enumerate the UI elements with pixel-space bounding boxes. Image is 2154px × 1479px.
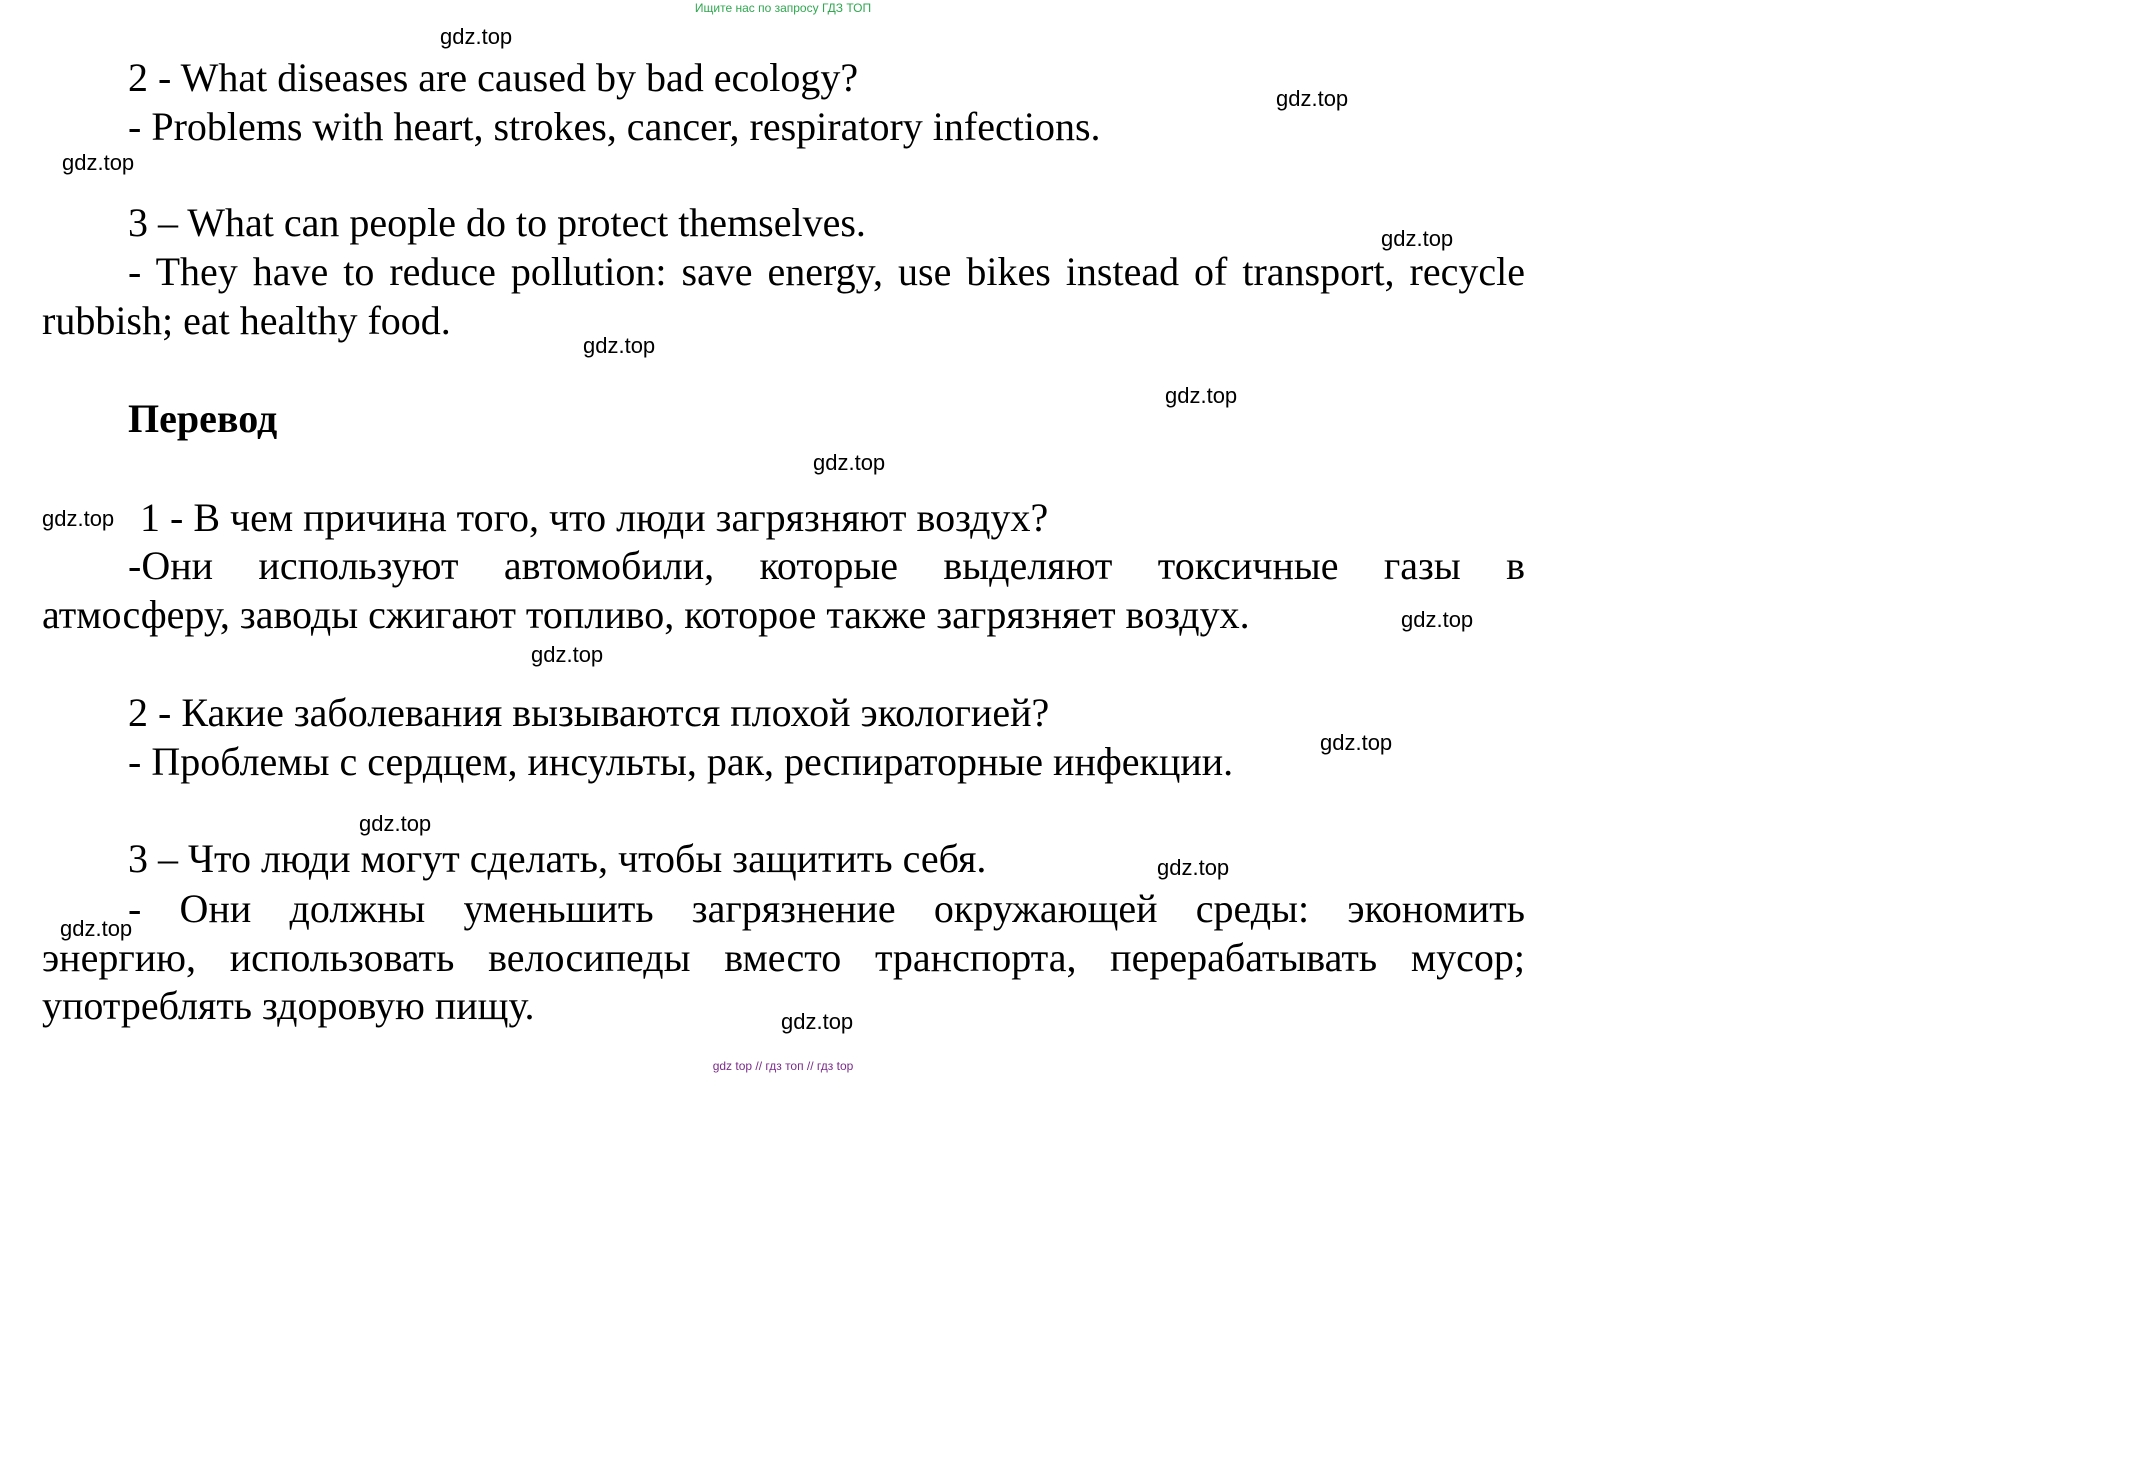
watermark: gdz.top [62,150,135,175]
watermark: gdz.top [1276,86,1349,111]
watermark: gdz.top [1381,226,1454,251]
watermark: gdz.top [583,333,656,358]
watermark: gdz.top [1401,607,1474,632]
english-answer-2: - Problems with heart, strokes, cancer, respiratory infections. [128,104,1101,149]
translation-answer-2: - Проблемы с сердцем, инсульты, рак, респираторные инфекции. [128,739,1234,784]
watermark: gdz.top [1157,855,1230,880]
english-answer-3-line-2: rubbish; eat healthy food. [42,298,451,343]
watermark: gdz.top [1320,730,1393,755]
english-question-2: 2 - What diseases are caused by bad ecology? [128,55,859,100]
top-banner-text: Ищите нас по запросу ГДЗ ТОП [694,1,872,15]
watermark: gdz.top [440,24,513,49]
translation-answer-1-line-1: -Они используют автомобили, которые выделяют токсичные газы в [128,543,1525,588]
watermark: gdz.top [60,916,133,941]
translation-question-2: 2 - Какие заболевания вызываются плохой экологией? [128,690,1050,735]
watermark: gdz.top [531,642,604,667]
english-answer-3-line-1: - They have to reduce pollution: save energy, use bikes instead of transport, recycle [128,249,1525,294]
english-question-3: 3 – What can people do to protect themselves. [128,200,866,245]
bottom-banner [0,1059,1566,1073]
top-banner [0,1,1566,15]
watermark: gdz.top [1165,383,1238,408]
watermark: gdz.top [359,811,432,836]
translation-answer-3-line-2: энергию, использовать велосипеды вместо транспорта, перерабатывать мусор; [42,935,1525,980]
translation-answer-1-line-2: атмосферу, заводы сжигают топливо, которое также загрязняет воздух. [42,592,1250,637]
translation-answer-3-line-3: употреблять здоровую пищу. [42,983,535,1028]
watermark: gdz.top [42,506,115,531]
bottom-banner-text: gdz top // гдз топ // гдз top [712,1059,854,1073]
translation-question-1: 1 - В чем причина того, что люди загрязняют воздух? [140,495,1049,540]
translation-heading: Перевод [128,396,278,441]
translation-question-3: 3 – Что люди могут сделать, чтобы защитить себя. [128,836,987,881]
watermark: gdz.top [781,1009,854,1034]
translation-answer-3-line-1: - Они должны уменьшить загрязнение окружающей среды: экономить [128,886,1525,931]
watermark: gdz.top [813,450,886,475]
